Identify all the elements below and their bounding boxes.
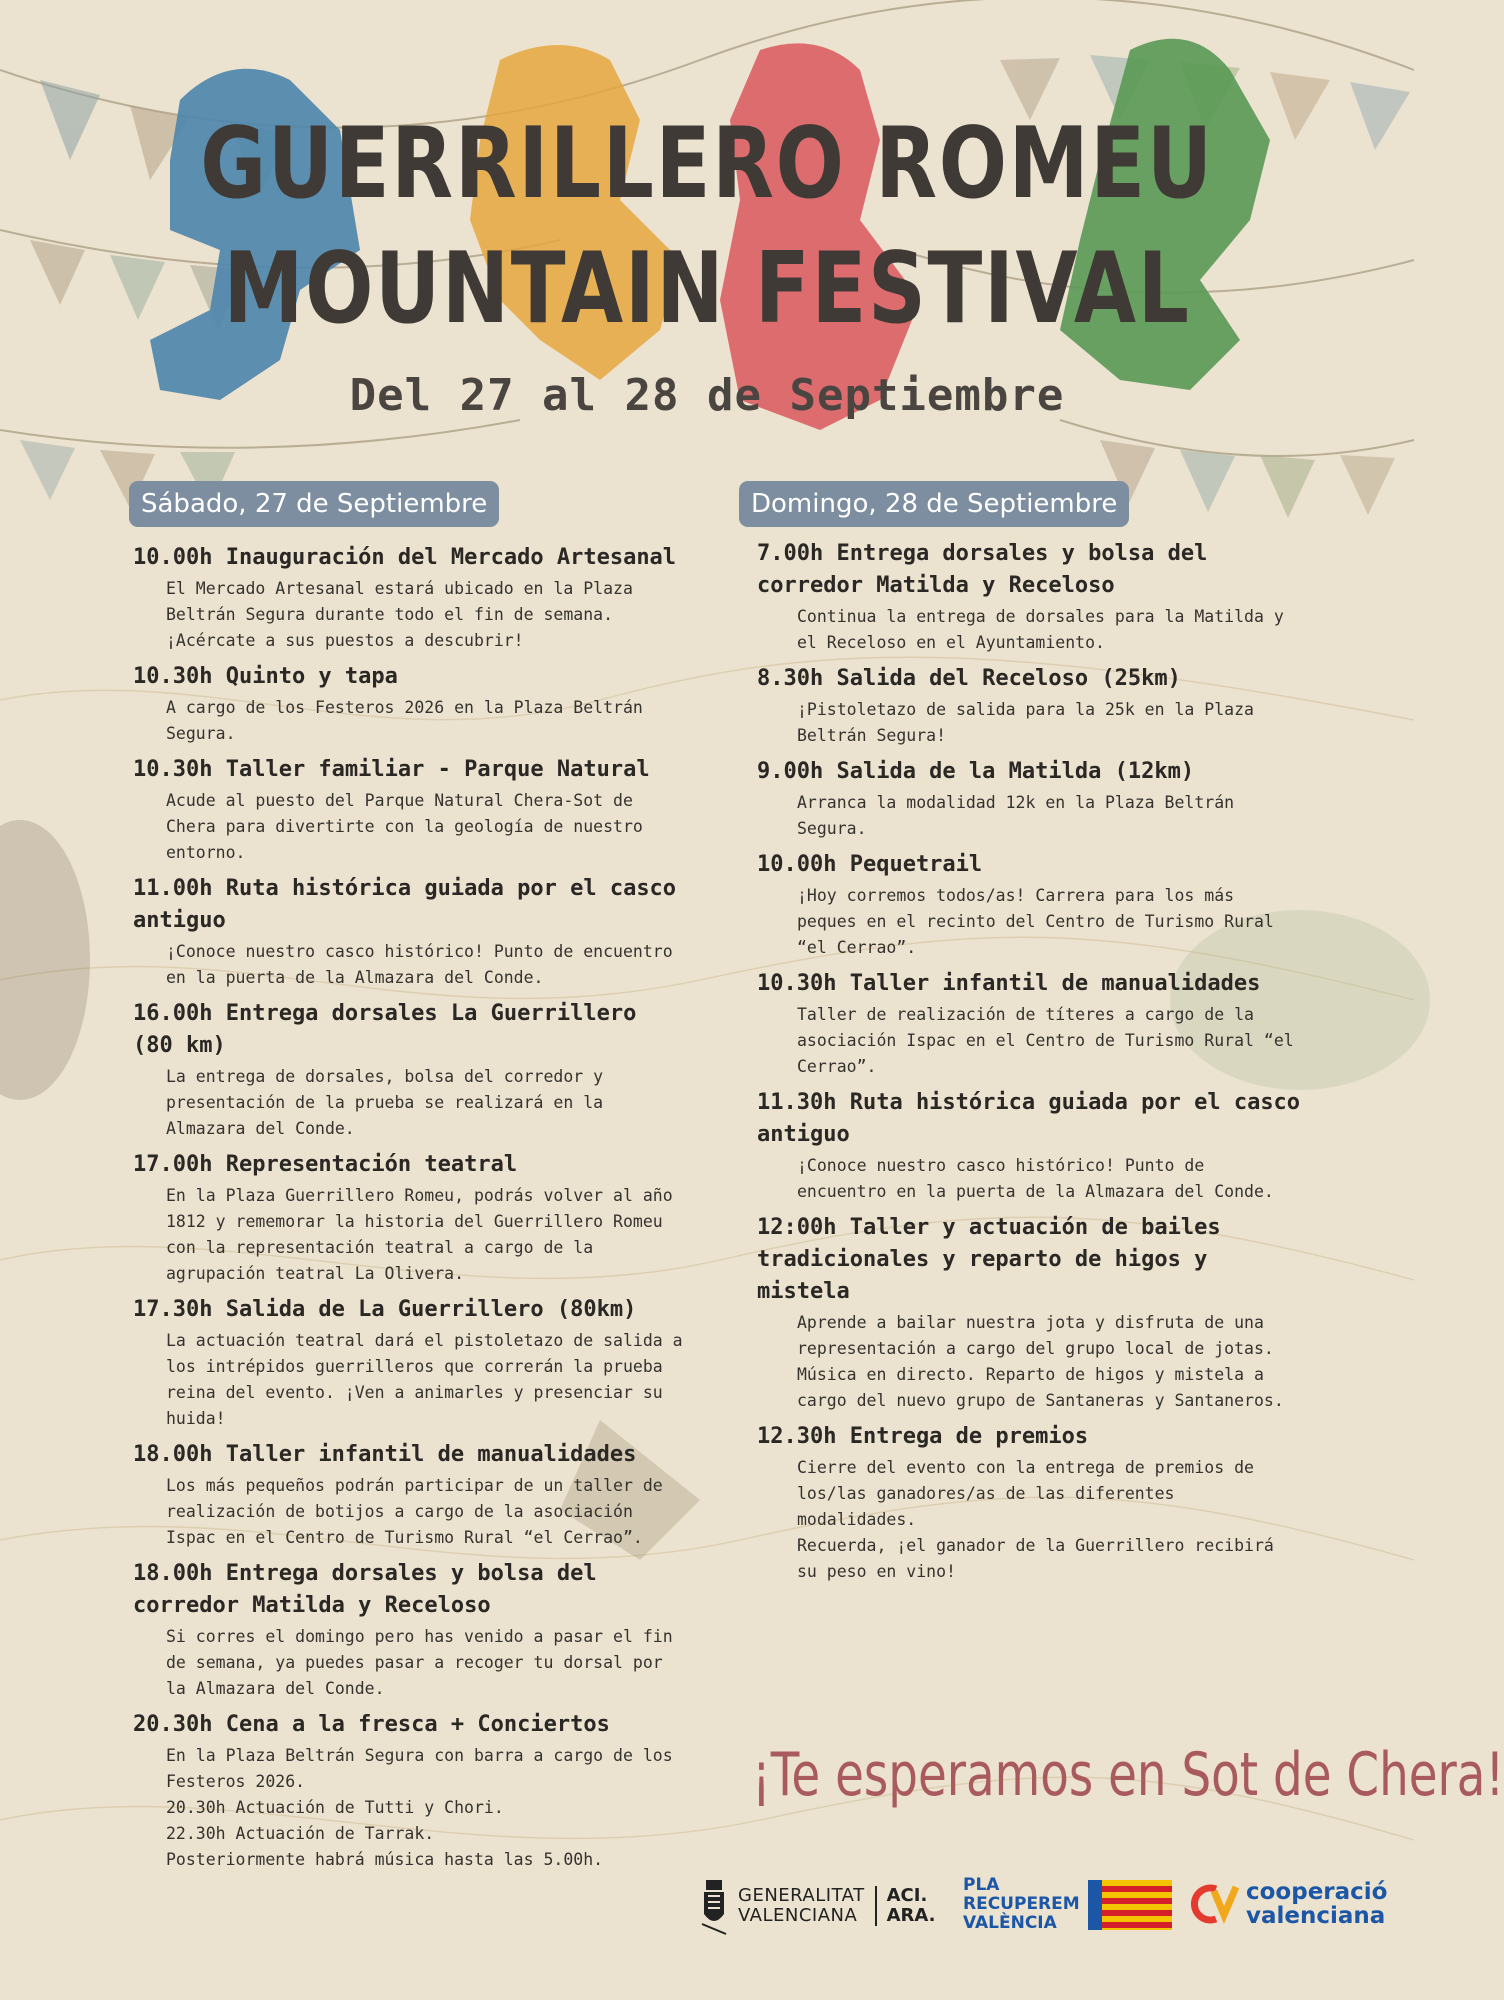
event-title: 9.00h Salida de la Matilda (12km) [757, 759, 1195, 784]
event-title: 10.30h Taller infantil de manualidades [757, 971, 1261, 996]
generalitat-shield-icon [700, 1876, 728, 1936]
cooperacio-valenciana-logo [1190, 1880, 1387, 1928]
logo-divider [875, 1886, 877, 1926]
event-description: Acude al puesto del Parque Natural Chera-Sot de Chera para divertirte con la geología de nuestro entorno. [166, 791, 643, 862]
event-description: ¡Conoce nuestro casco histórico! Punto de encuentro en la puerta de la Almazara del Conde. [166, 942, 673, 987]
pla-line1: PLA [963, 1875, 1000, 1895]
cooperacio-cv-icon [1190, 1881, 1240, 1927]
event-description: ¡Conoce nuestro casco histórico! Punto de encuentro en la puerta de la Almazara del Conde. [797, 1156, 1274, 1201]
event-description: ¡Hoy corremos todos/as! Carrera para los más peques en el recinto del Centro de Turismo Rural “el Cerrao”. [797, 886, 1274, 957]
festival-dates: Del 27 al 28 de Septiembre [349, 370, 1065, 421]
event-title: 16.00h Entrega dorsales La Guerrillero (80 km) [133, 1001, 637, 1058]
schedule-item [133, 1294, 688, 1432]
event-title: 18.00h Taller infantil de manualidades [133, 1442, 637, 1467]
schedule-item [757, 1421, 1302, 1585]
saturday-heading: Sábado, 27 de Septiembre [129, 481, 499, 527]
event-title: 8.30h Salida del Receloso (25km) [757, 666, 1181, 691]
gv-line1: GENERALITAT [738, 1885, 865, 1906]
schedule-item [133, 754, 688, 866]
event-description: Aprende a bailar nuestra jota y disfruta de una representación a cargo del grupo local de jotas. Música en directo. Reparto de higos y mistela a cargo del nuevo grupo de Santaneras y Santaneros. [797, 1313, 1284, 1410]
event-description: Cierre del evento con la entrega de premios de los/las ganadores/as de las diferentes modalidades. Recuerda, ¡el ganador de la Guerrillero recibirá su peso en vino! [797, 1458, 1274, 1581]
event-title: 18.00h Entrega dorsales y bolsa del corredor Matilda y Receloso [133, 1561, 597, 1618]
event-description: Continua la entrega de dorsales para la Matilda y el Receloso en el Ayuntamiento. [797, 607, 1284, 652]
generalitat-valenciana-logo [700, 1876, 936, 1936]
event-description: El Mercado Artesanal estará ubicado en la Plaza Beltrán Segura durante todo el fin de semana. ¡Acércate a sus puestos a descubrir! [166, 579, 633, 650]
schedule-item [133, 542, 688, 654]
aci-line1: ACI. [886, 1885, 928, 1906]
event-description: Si corres el domingo pero has venido a pasar el fin de semana, ya puedes pasar a recoger tu dorsal por la Almazara del Conde. [166, 1627, 673, 1698]
aci-line2: ARA. [886, 1905, 936, 1926]
schedule-item [757, 756, 1302, 842]
event-title: 17.30h Salida de La Guerrillero (80km) [133, 1297, 637, 1322]
festival-title-line1: GUERRILLERO ROMEU [200, 107, 1214, 221]
event-description: En la Plaza Beltrán Segura con barra a cargo de los Festeros 2026. 20.30h Actuación de Tutti y Chori. 22.30h Actuación de Tarrak. Posteriormente habrá música hasta las 5.00h. [166, 1746, 673, 1869]
schedule-item [133, 873, 688, 991]
schedule-item [757, 663, 1302, 749]
event-description: ¡Pistoletazo de salida para la 25k en la Plaza Beltrán Segura! [797, 700, 1254, 745]
event-title: 12:00h Taller y actuación de bailes tradicionales y reparto de higos y mistela [757, 1215, 1221, 1304]
schedule-item [133, 1709, 688, 1873]
event-title: 11.00h Ruta histórica guiada por el casco antiguo [133, 876, 677, 933]
festival-title-line2: MOUNTAIN FESTIVAL [223, 232, 1191, 346]
schedule-item [757, 1087, 1302, 1205]
event-title: 10.00h Inauguración del Mercado Artesanal [133, 545, 677, 570]
event-title: 10.30h Taller familiar - Parque Natural [133, 757, 650, 782]
event-description: Los más pequeños podrán participar de un taller de realización de botijos a cargo de la asociación Ispac en el Centro de Turismo Rural “el Cerrao”. [166, 1476, 663, 1547]
event-title: 7.00h Entrega dorsales y bolsa del corredor Matilda y Receloso [757, 541, 1208, 598]
event-description: Arranca la modalidad 12k en la Plaza Beltrán Segura. [797, 793, 1235, 838]
pla-line2: RECUPEREM [963, 1894, 1080, 1914]
event-description: En la Plaza Guerrillero Romeu, podrás volver al año 1812 y rememorar la historia del Guerrillero Romeu con la representación teatral a cargo de la agrupación teatral La Olivera. [166, 1186, 673, 1283]
event-title: 10.00h Pequetrail [757, 852, 983, 877]
senyera-flag-icon [1088, 1880, 1172, 1930]
closing-message: ¡Te esperamos en Sot de Chera! [752, 1740, 1504, 1810]
schedule-item [133, 1558, 688, 1702]
pla-recuperem-logo [963, 1876, 1172, 1933]
event-description: La entrega de dorsales, bolsa del corredor y presentación de la prueba se realizará en la Almazara del Conde. [166, 1067, 604, 1138]
coop-line2: valenciana [1246, 1903, 1386, 1929]
event-title: 11.30h Ruta histórica guiada por el casco antiguo [757, 1090, 1301, 1147]
event-description: A cargo de los Festeros 2026 en la Plaza Beltrán Segura. [166, 698, 643, 743]
sunday-heading: Domingo, 28 de Septiembre [739, 481, 1129, 527]
schedule-item [757, 1212, 1302, 1414]
event-title: 17.00h Representación teatral [133, 1152, 518, 1177]
schedule-item [133, 998, 688, 1142]
schedule-item [757, 538, 1302, 656]
schedule-item [133, 1149, 688, 1287]
schedule-item [757, 968, 1302, 1080]
event-description: La actuación teatral dará el pistoletazo de salida a los intrépidos guerrilleros que correrán la prueba reina del evento. ¡Ven a animarles y presenciar su huida! [166, 1331, 683, 1428]
event-description: Taller de realización de títeres a cargo de la asociación Ispac en el Centro de Turismo Rural “el Cerrao”. [797, 1005, 1294, 1076]
sunday-schedule [757, 538, 1302, 1592]
schedule-item [133, 1439, 688, 1551]
gv-line2: VALENCIANA [738, 1905, 858, 1926]
event-title: 20.30h Cena a la fresca + Conciertos [133, 1712, 610, 1737]
schedule-item [757, 849, 1302, 961]
event-title: 12.30h Entrega de premios [757, 1424, 1089, 1449]
saturday-schedule [133, 542, 688, 1880]
schedule-item [133, 661, 688, 747]
event-title: 10.30h Quinto y tapa [133, 664, 398, 689]
pla-line3: VALÈNCIA [963, 1913, 1057, 1933]
coop-line1: cooperació [1246, 1879, 1388, 1905]
